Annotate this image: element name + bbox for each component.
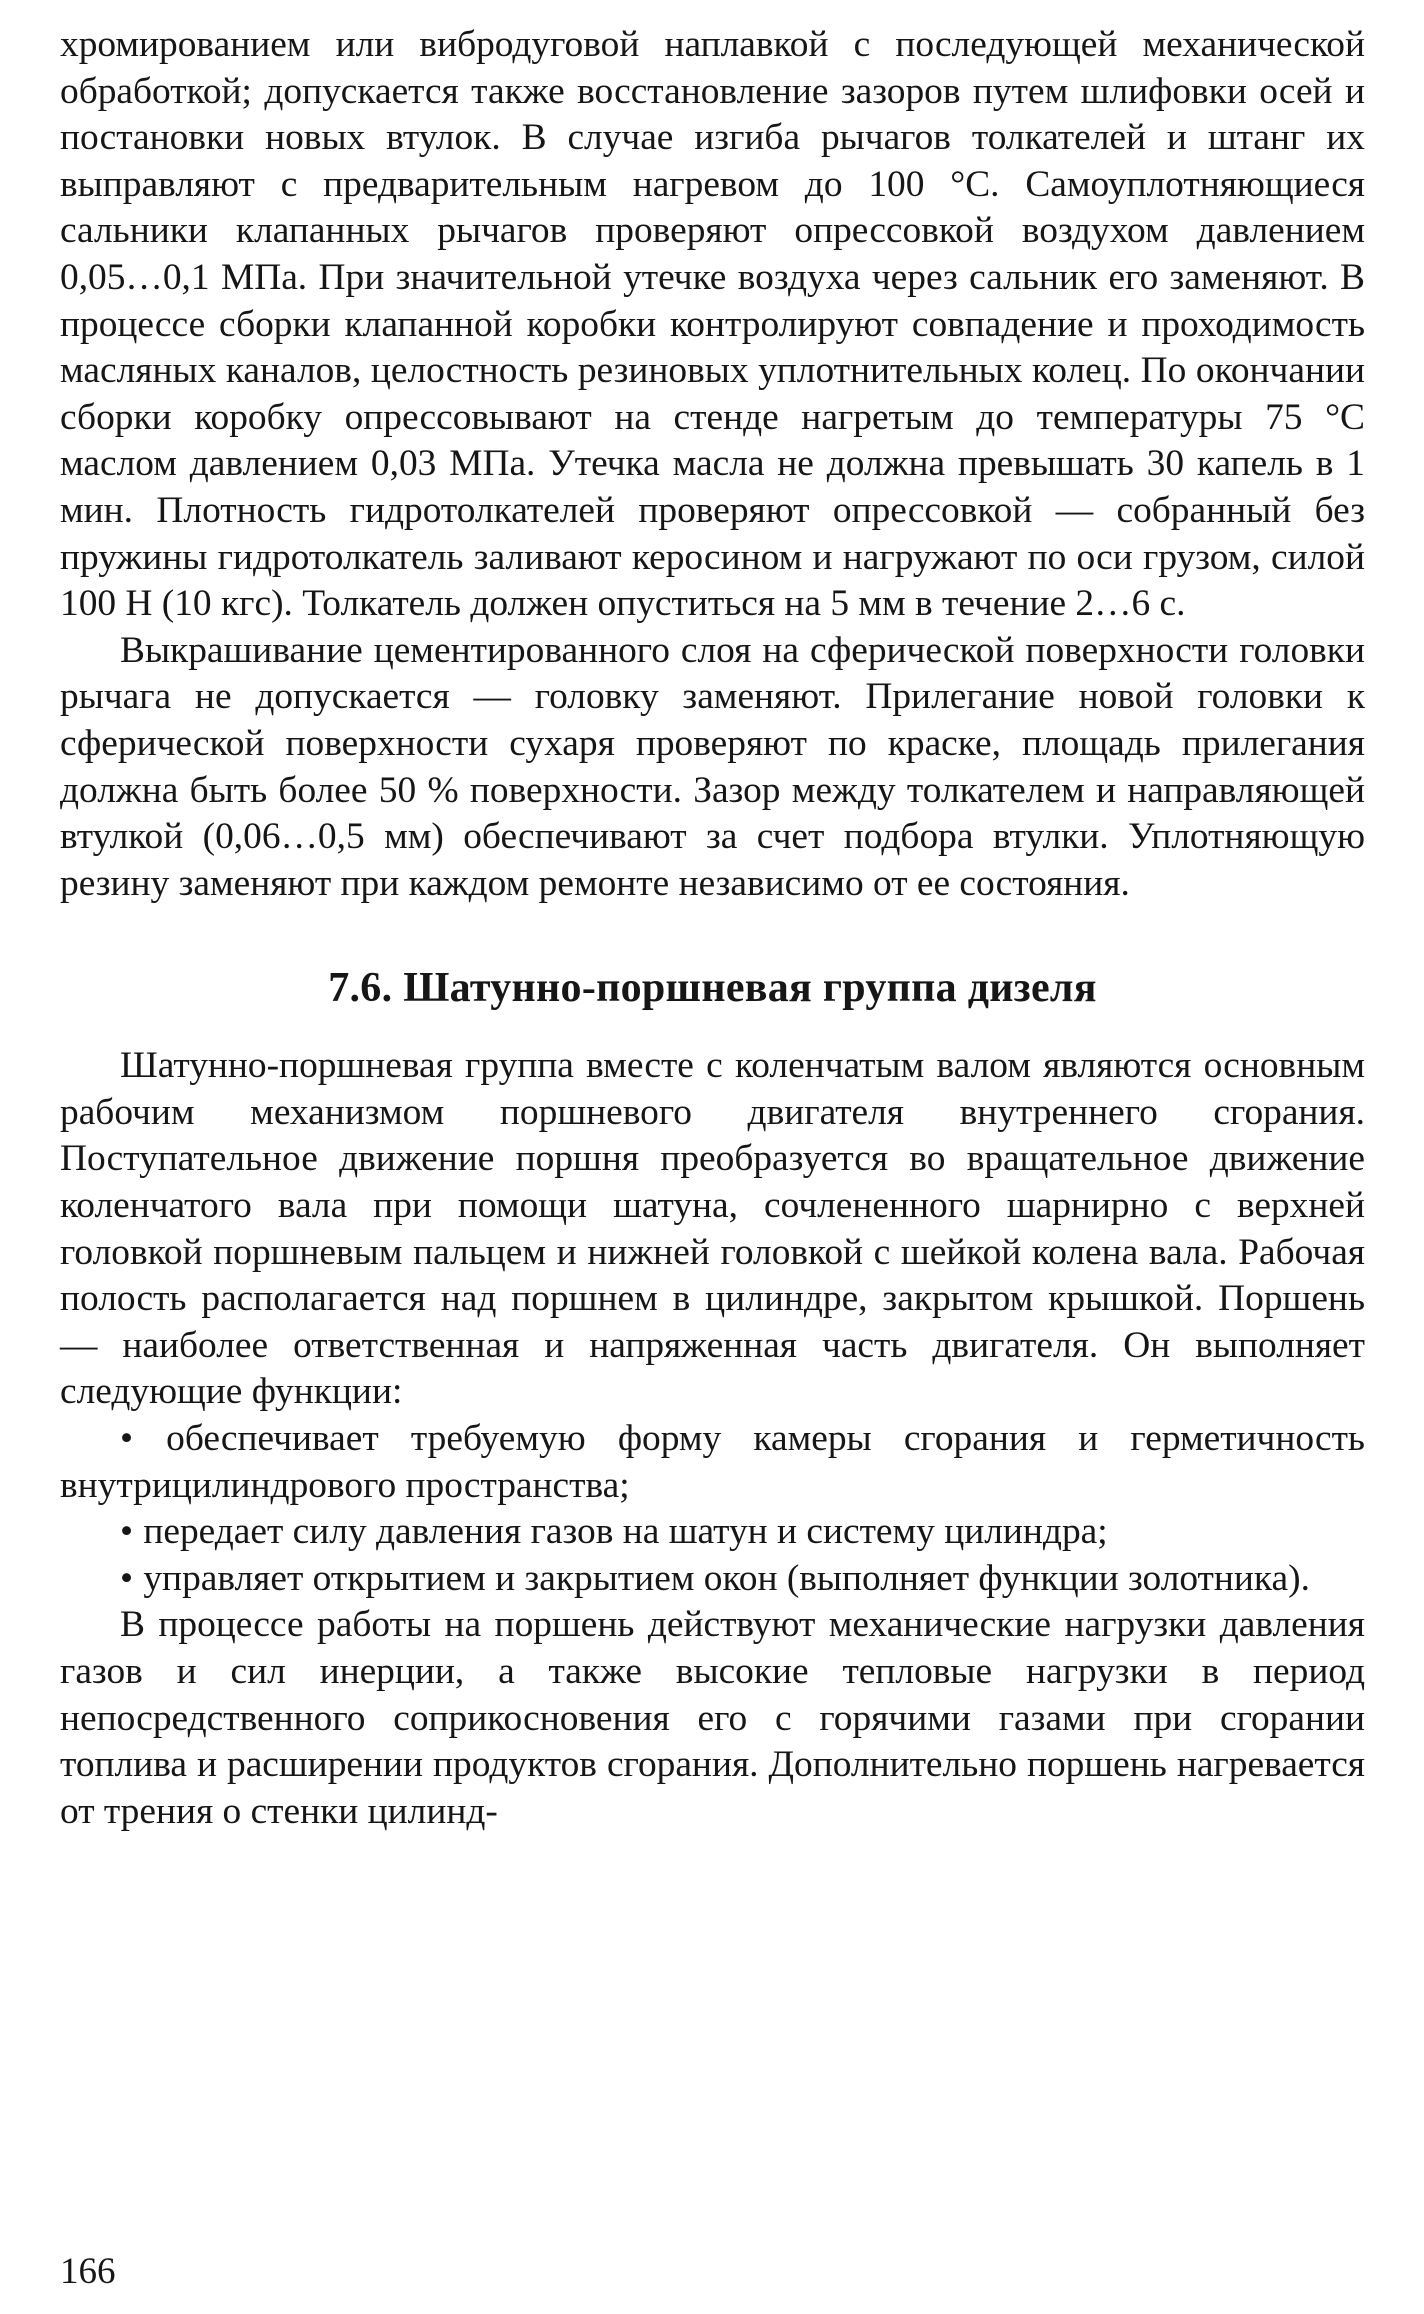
bullet-icon: • (120, 1557, 134, 1599)
list-item (60, 1416, 1365, 1509)
paragraph-loads: В процессе работы на поршень действуют механические нагрузки давления газов и сил инерции, а также высокие тепловые нагрузки в период непосредственного соприкосновения его с горячими газами при сгорании топлива и расширении продуктов сгорания. Дополнительно поршень нагревается от трения о стенки цилинд- (60, 1604, 1365, 1832)
paragraph-section-intro: Шатунно-поршневая группа вместе с коленчатым валом являются основным рабочим механизмом поршневого двигателя внутреннего сгорания. Поступательное движение поршня преобразуется во вращательное движение коленчатого вала при помощи шатуна, сочлененного шарнирно с верхней головкой поршневым пальцем и нижней головкой с шейкой колена вала. Рабочая полость располагается над поршнем в цилиндре, закрытом крышкой. Поршень — наиболее ответственная и напряженная часть двигателя. Он выполняет следующие функции: (60, 1045, 1365, 1413)
document-page (60, 22, 1365, 1835)
paragraph-head-wear: Выкрашивание цементированного слоя на сферической поверхности головки рычага не допускается — головку заменяют. Прилегание новой головки к сферической поверхности сухаря проверяют по краске, площадь прилегания должна быть более 50 % поверхности. Зазор между толкателем и направляющей втулкой (0,06…0,5 мм) обеспечивают за счет подбора втулки. Уплотняющую резину заменяют при каждом ремонте независимо от ее состояния. (60, 629, 1365, 904)
list-item-text: обеспечивает требуемую форму камеры сгорания и герметичность внутрицилиндрового пространства; (60, 1418, 1365, 1506)
bullet-icon: • (120, 1511, 134, 1553)
list-item-text: управляет открытием и закрытием окон (выполняет функции золотника). (143, 1557, 1310, 1599)
page-number: 166 (60, 2251, 116, 2292)
list-item (60, 1509, 1365, 1556)
list-item-text: передает силу давления газов на шатун и систему цилиндра; (143, 1511, 1108, 1553)
paragraph-continued: хромированием или вибродуговой наплавкой с последующей механической обработкой; допускается также восстановление зазоров путем шлифовки осей и постановки новых втулок. В случае изгиба рычагов толкателей и штанг их выправляют с предварительным нагревом до 100 °С. Самоуплотняющиеся сальники клапанных рычагов проверяют опрессовкой воздухом давлением 0,05…0,1 МПа. При значительной утечке воздуха через сальник его заменяют. В процессе сборки клапанной коробки контролируют совпадение и проходимость масляных каналов, целостность резиновых уплотнительных колец. По окончании сборки коробку опрессовывают на стенде нагретым до температуры 75 °С маслом давлением 0,03 МПа. Утечка масла не должна превышать 30 капель в 1 мин. Плотность гидротолкателей проверяют опрессовкой — собранный без пружины гидротолкатель заливают керосином и нагружают по оси грузом, силой 100 Н (10 кгс). Толкатель должен опуститься на 5 мм в течение 2…6 с. (60, 24, 1365, 625)
piston-functions-list (60, 1416, 1365, 1602)
bullet-icon: • (120, 1418, 134, 1460)
list-item (60, 1556, 1365, 1603)
section-heading: 7.6. Шатунно-поршневая группа дизеля (328, 965, 1097, 1012)
